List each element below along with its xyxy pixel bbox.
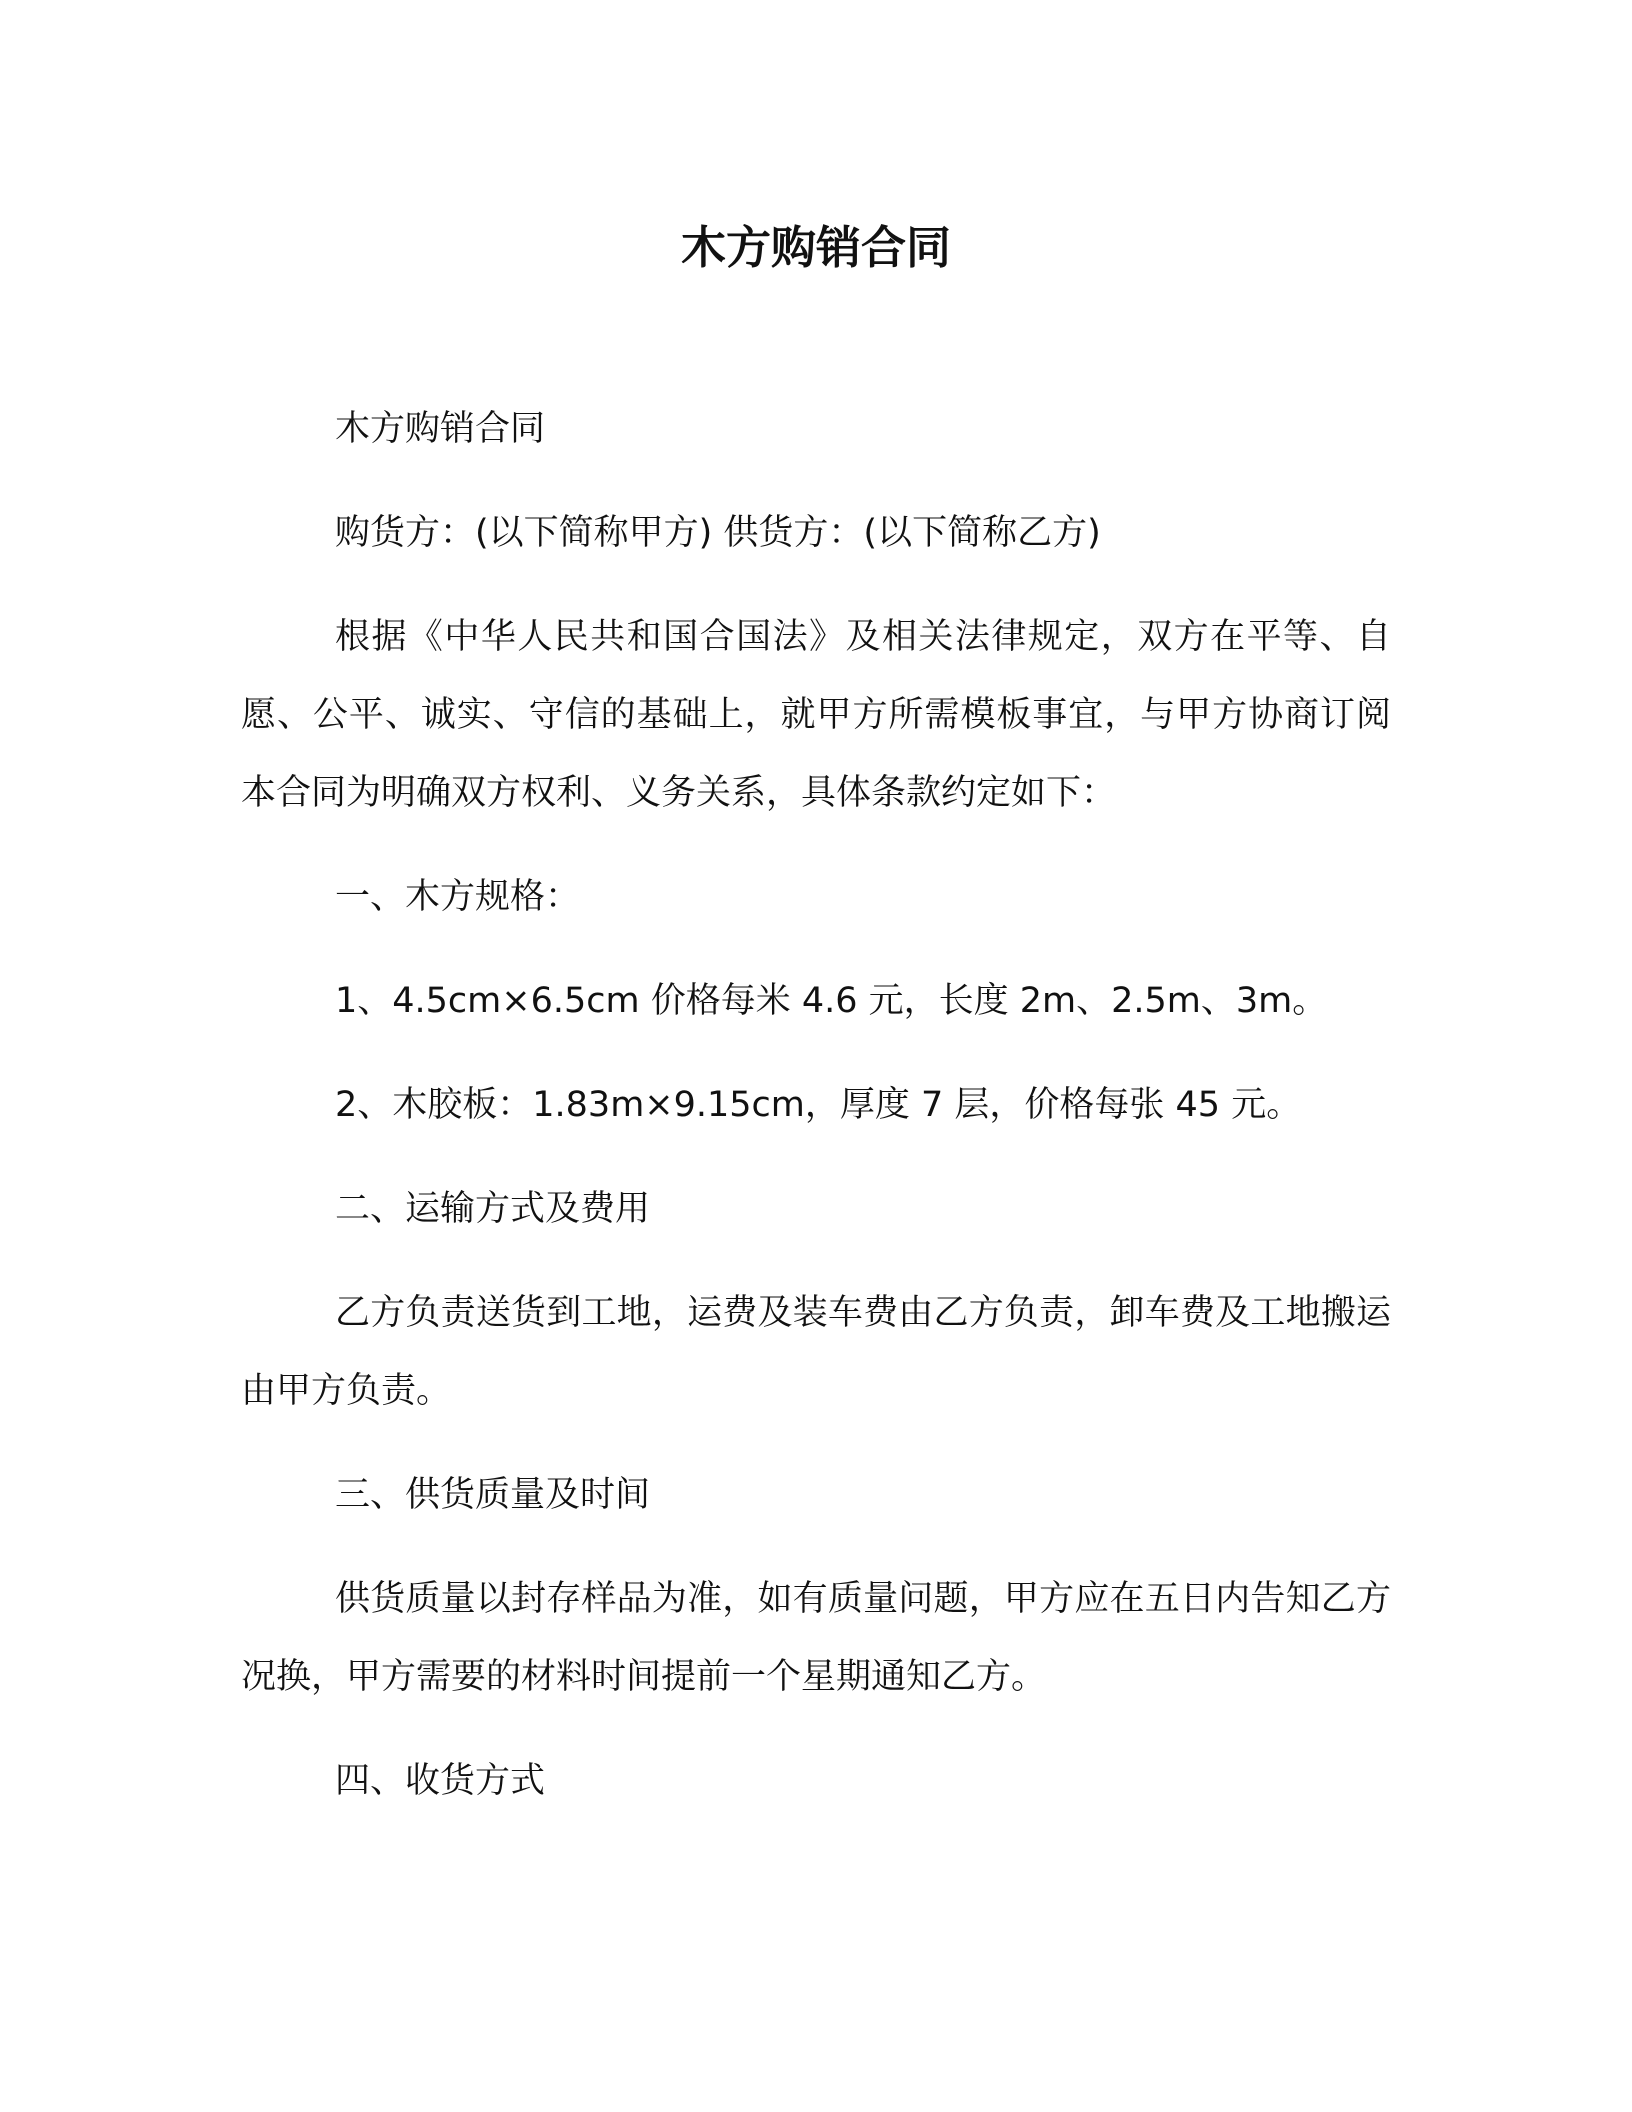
section-heading-specs: 一、木方规格：: [335, 877, 581, 917]
contract-subtitle: 木方购销合同: [335, 409, 546, 449]
section-heading-receiving: 四、收货方式: [335, 1761, 546, 1801]
document-title: 木方购销合同: [680, 221, 951, 274]
document-body: [241, 390, 1391, 1846]
transport-paragraph: 乙方负责送货到工地，运费及装车费由乙方负责，卸车费及工地搬运由甲方负责。: [241, 1293, 1391, 1411]
section-heading-transport: 二、运输方式及费用: [335, 1189, 651, 1229]
quality-paragraph: 供货质量以封存样品为准，如有质量问题，甲方应在五日内告知乙方况换，甲方需要的材料时间提前一个星期通知乙方。: [241, 1579, 1391, 1697]
spec-item-2: 2、木胶板：1.83m×9.15cm，厚度 7 层，价格每张 45 元。: [335, 1085, 1302, 1125]
spec-item-1: 1、4.5cm×6.5cm 价格每米 4.6 元，长度 2m、2.5m、3m。: [335, 981, 1328, 1021]
section-heading-quality: 三、供货质量及时间: [335, 1475, 651, 1515]
preamble-paragraph: 根据《中华人民共和国合国法》及相关法律规定，双方在平等、自愿、公平、诚实、守信的基础上，就甲方所需模板事宜，与甲方协商订阅本合同为明确双方权利、义务关系，具体条款约定如下：: [241, 617, 1391, 813]
parties-line: 购货方：(以下简称甲方) 供货方：(以下简称乙方): [335, 513, 1101, 553]
